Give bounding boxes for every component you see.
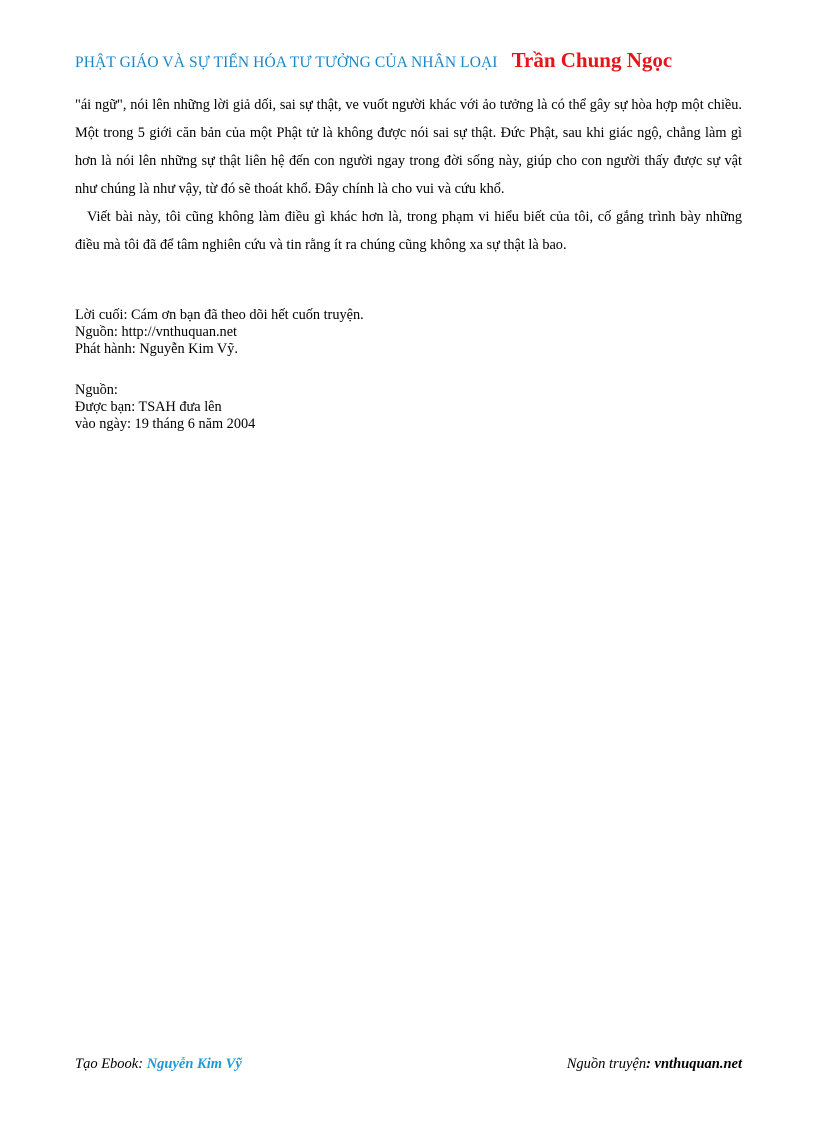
closing-line: Phát hành: Nguyễn Kim Vỹ. (75, 341, 238, 357)
footer-source-label: Nguồn truyện (566, 1056, 647, 1072)
paragraph: Viết bài này, tôi cũng không làm điều gì khác hơn là, trong phạm vi hiểu biết của tôi, cố gắng trình bày những điều mà tôi đã để tâm nghiên cứu và tin rằng ít ra chúng cũng không xa sự thật là bao. (75, 209, 742, 253)
footer-creator-name: Nguyễn Kim Vỹ (146, 1056, 242, 1072)
paragraph: "ái ngữ", nói lên những lời giả dối, sai sự thật, ve vuốt người khác với ảo tưởng là có thể gây sự hòa hợp một chiều. Một trong 5 giới căn bản của một Phật tử là không được nói sai sự thật. Đức Phật, sau khi giác ngộ, chẳng làm gì hơn là nói lên những sự thật liên hệ đến con người ngay trong đời sống này, giúp cho con người thấy được sự vật như chúng là như vậy, từ đó sẽ thoát khổ. Đây chính là cho vui và cứu khổ. (75, 97, 742, 197)
source-line: Nguồn: (75, 382, 118, 398)
author-name: Trần Chung Ngọc (511, 48, 673, 72)
page-header (75, 48, 745, 73)
footer-ebook-credit (75, 1056, 242, 1073)
closing-line: Nguồn: http://vnthuquan.net (75, 324, 238, 340)
footer-source-site: vnthuquan.net (654, 1056, 742, 1072)
book-title: PHẬT GIÁO VÀ SỰ TIẾN HÓA TƯ TƯỞNG CỦA NHÂN LOẠI (75, 54, 498, 71)
closing-notes (75, 307, 742, 358)
footer-separator: : (138, 1056, 147, 1072)
footer-source-credit (567, 1056, 742, 1073)
source-line: vào ngày: 19 tháng 6 năm 2004 (75, 416, 256, 432)
footer-separator: : (646, 1056, 655, 1072)
source-line: Được bạn: TSAH đưa lên (75, 399, 222, 415)
source-notes (75, 382, 742, 433)
body-text (75, 91, 742, 259)
closing-line: Lời cuối: Cám ơn bạn đã theo dõi hết cuốn truyện. (75, 307, 364, 323)
footer-ebook-label: Tạo Ebook (75, 1056, 139, 1072)
